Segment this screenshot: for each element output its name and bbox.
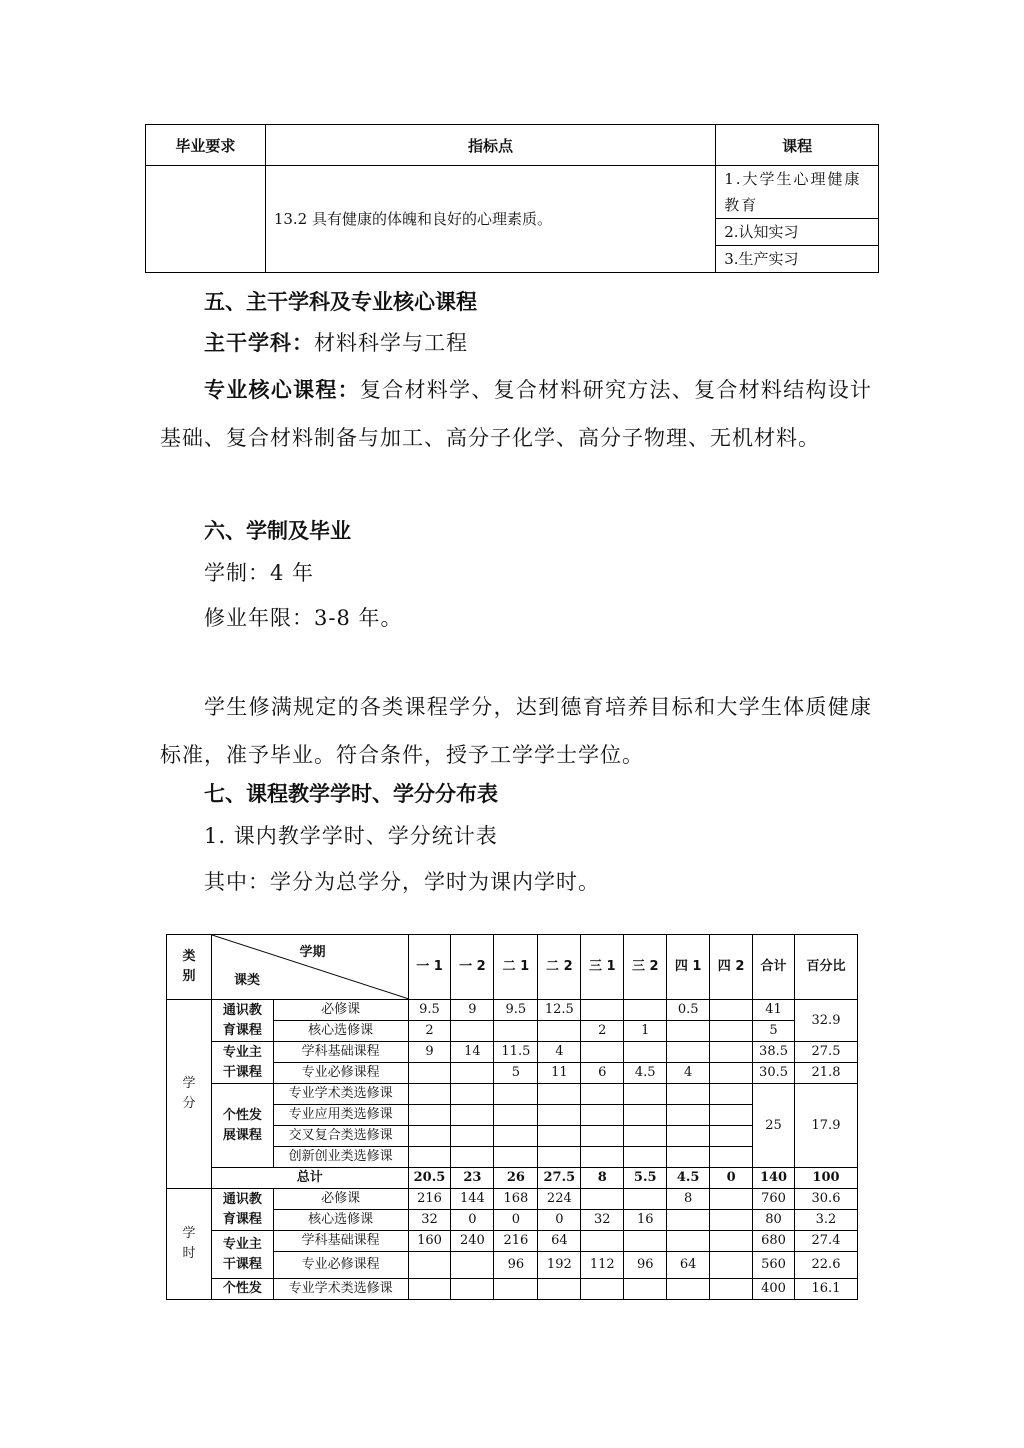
empty-requirement-cell <box>146 166 266 273</box>
header-course: 课程 <box>716 125 879 166</box>
section7-note: 其中：学分为总学分，学时为课内学时。 <box>204 870 600 894</box>
table-cell: 2 <box>408 1021 451 1042</box>
table-cell <box>581 1042 624 1063</box>
header-indicator: 指标点 <box>265 125 715 166</box>
type-innovation: 创新创业类选修课 <box>273 1147 408 1168</box>
table-cell <box>667 1231 710 1252</box>
table-cell: 4.5 <box>667 1168 710 1189</box>
table-cell <box>494 1021 538 1042</box>
table-cell <box>408 1252 451 1279</box>
header-category: 类别 <box>167 935 212 1000</box>
type-academic-hours: 专业学术类选修课 <box>273 1279 408 1300</box>
hour-category: 学时 <box>167 1189 212 1300</box>
table-cell <box>408 1147 451 1168</box>
total-row <box>167 1168 858 1189</box>
type-required: 必修课 <box>273 1000 408 1021</box>
table-cell: 21.8 <box>795 1063 858 1084</box>
requirement-table <box>145 124 879 273</box>
table-cell <box>710 1105 753 1126</box>
table-cell <box>451 1021 494 1042</box>
table-cell: 5.5 <box>624 1168 667 1189</box>
table-cell <box>624 1084 667 1105</box>
semester-1-2: 一 2 <box>451 935 494 1000</box>
group-major: 专业主干课程 <box>211 1042 273 1084</box>
table-cell <box>451 1252 494 1279</box>
header-semester: 学期 <box>299 945 326 960</box>
table-cell: 1 <box>624 1021 667 1042</box>
semester-2-2: 二 2 <box>538 935 581 1000</box>
table-cell: 216 <box>494 1231 538 1252</box>
table-cell <box>538 1021 581 1042</box>
table-cell <box>451 1147 494 1168</box>
table-cell: 64 <box>538 1231 581 1252</box>
section7-subtitle: 1. 课内教学学时、学分统计表 <box>204 824 498 848</box>
table-cell <box>710 1252 753 1279</box>
table-cell: 6 <box>581 1063 624 1084</box>
table-cell: 41 <box>753 1000 795 1021</box>
table-cell <box>538 1279 581 1300</box>
group-personal-hours: 个性发 <box>211 1279 273 1300</box>
table-cell <box>494 1147 538 1168</box>
table-cell <box>408 1105 451 1126</box>
table-cell <box>581 1279 624 1300</box>
table-row <box>167 1231 858 1252</box>
table-cell <box>624 1189 667 1210</box>
table-cell <box>710 1063 753 1084</box>
type-major-required: 专业必修课程 <box>273 1063 408 1084</box>
table-cell: 140 <box>753 1168 795 1189</box>
type-core-elective: 核心选修课 <box>273 1021 408 1042</box>
type-cross: 交叉复合类选修课 <box>273 1126 408 1147</box>
table-cell <box>710 1147 753 1168</box>
type-major-required-hours: 专业必修课程 <box>273 1252 408 1279</box>
table-cell: 224 <box>538 1189 581 1210</box>
type-applied: 专业应用类选修课 <box>273 1105 408 1126</box>
table-cell <box>538 1105 581 1126</box>
table-cell: 144 <box>451 1189 494 1210</box>
table-cell <box>581 1126 624 1147</box>
table-cell <box>408 1126 451 1147</box>
table-cell: 11.5 <box>494 1042 538 1063</box>
table-cell <box>538 1126 581 1147</box>
table-cell: 9.5 <box>408 1000 451 1021</box>
header-diagonal <box>211 935 408 1000</box>
table-cell: 8 <box>581 1168 624 1189</box>
main-discipline-label: 主干学科： <box>204 331 314 355</box>
core-courses <box>160 366 872 462</box>
table-cell: 9.5 <box>494 1000 538 1021</box>
table-cell: 32.9 <box>795 1000 858 1042</box>
table-cell: 8 <box>667 1189 710 1210</box>
table-cell <box>624 1042 667 1063</box>
course-1: 1.大学生心理健康教育 <box>716 166 879 219</box>
table-cell: 0 <box>538 1210 581 1231</box>
header-requirement: 毕业要求 <box>146 125 266 166</box>
table-cell <box>581 1105 624 1126</box>
table-cell <box>624 1000 667 1021</box>
course-3: 3.生产实习 <box>716 246 879 273</box>
table-cell: 0 <box>494 1210 538 1231</box>
table-cell <box>408 1063 451 1084</box>
table-cell: 11 <box>538 1063 581 1084</box>
table-cell <box>581 1189 624 1210</box>
table-cell: 0 <box>451 1210 494 1231</box>
table-cell: 112 <box>581 1252 624 1279</box>
table-cell <box>710 1189 753 1210</box>
table-cell <box>624 1105 667 1126</box>
table-cell: 100 <box>795 1168 858 1189</box>
table-cell <box>667 1279 710 1300</box>
table-cell <box>581 1147 624 1168</box>
table-cell: 14 <box>451 1042 494 1063</box>
table-cell <box>624 1279 667 1300</box>
course-2: 2.认知实习 <box>716 219 879 246</box>
table-cell: 22.6 <box>795 1252 858 1279</box>
table-cell: 17.9 <box>795 1084 858 1168</box>
table-cell <box>624 1147 667 1168</box>
table-cell <box>538 1084 581 1105</box>
table-cell: 27.5 <box>795 1042 858 1063</box>
table-cell: 32 <box>408 1210 451 1231</box>
table-cell: 160 <box>408 1231 451 1252</box>
table-cell <box>667 1021 710 1042</box>
table-cell <box>451 1279 494 1300</box>
table-cell: 96 <box>624 1252 667 1279</box>
table-cell <box>408 1279 451 1300</box>
table-cell <box>451 1084 494 1105</box>
semester-1-1: 一 1 <box>408 935 451 1000</box>
table-cell <box>667 1105 710 1126</box>
table-cell <box>581 1084 624 1105</box>
core-courses-value: 复合材料学、复合材料研究方法、复合材料结构设计基础、复合材料制备与加工、高分子化学、高分子物理、无机材料。 <box>160 378 873 450</box>
table-cell <box>710 1279 753 1300</box>
core-courses-label: 专业核心课程： <box>204 378 360 402</box>
study-years: 修业年限：3-8 年。 <box>204 606 403 630</box>
indicator-cell: 13.2 具有健康的体魄和良好的心理素质。 <box>265 166 715 273</box>
semester-3-1: 三 1 <box>581 935 624 1000</box>
table-cell <box>451 1063 494 1084</box>
table-cell: 26 <box>494 1168 538 1189</box>
table-cell: 32 <box>581 1210 624 1231</box>
study-duration: 学制：4 年 <box>204 561 315 585</box>
table-cell: 27.4 <box>795 1231 858 1252</box>
table-cell <box>667 1126 710 1147</box>
main-discipline-value: 材料科学与工程 <box>314 331 468 355</box>
table-cell <box>451 1126 494 1147</box>
table-cell <box>710 1042 753 1063</box>
graduation-text: 学生修满规定的各类课程学分，达到德育培养目标和大学生体质健康标准，准予毕业。符合条件，授予工学学士学位。 <box>160 695 872 767</box>
section7-title: 七、课程教学学时、学分分布表 <box>204 782 498 806</box>
table-cell <box>710 1021 753 1042</box>
table-cell <box>494 1084 538 1105</box>
credit-category: 学分 <box>167 1000 212 1189</box>
table-cell: 20.5 <box>408 1168 451 1189</box>
main-discipline <box>204 327 468 359</box>
type-academic: 专业学术类选修课 <box>273 1084 408 1105</box>
table-cell <box>581 1000 624 1021</box>
header-total: 合计 <box>753 935 795 1000</box>
table-cell <box>451 1105 494 1126</box>
table-cell: 38.5 <box>753 1042 795 1063</box>
header-percent: 百分比 <box>795 935 858 1000</box>
table-cell <box>624 1126 667 1147</box>
table-cell: 64 <box>667 1252 710 1279</box>
table-row <box>167 1000 858 1021</box>
table-cell: 240 <box>451 1231 494 1252</box>
table-cell <box>710 1231 753 1252</box>
table-cell: 4 <box>538 1042 581 1063</box>
table-cell <box>667 1084 710 1105</box>
table-row <box>167 1279 858 1300</box>
table-cell: 560 <box>753 1252 795 1279</box>
table-cell: 216 <box>408 1189 451 1210</box>
header-coursetype: 课类 <box>233 973 260 988</box>
type-basic: 学科基础课程 <box>273 1042 408 1063</box>
table-cell: 400 <box>753 1279 795 1300</box>
group-major-hours: 专业主干课程 <box>211 1231 273 1279</box>
table-cell <box>667 1042 710 1063</box>
section5-title: 五、主干学科及专业核心课程 <box>204 290 477 314</box>
group-general-hours: 通识教育课程 <box>211 1189 273 1231</box>
table-cell: 30.6 <box>795 1189 858 1210</box>
table-cell <box>494 1105 538 1126</box>
table-cell: 23 <box>451 1168 494 1189</box>
total-label: 总计 <box>211 1168 408 1189</box>
table-cell <box>494 1126 538 1147</box>
table-cell: 9 <box>408 1042 451 1063</box>
credit-hour-table <box>166 934 858 1300</box>
table-cell: 2 <box>581 1021 624 1042</box>
table-cell <box>581 1231 624 1252</box>
table-cell <box>667 1210 710 1231</box>
semester-4-1: 四 1 <box>667 935 710 1000</box>
table-row <box>167 1189 858 1210</box>
table-cell: 5 <box>494 1063 538 1084</box>
table-cell <box>667 1147 710 1168</box>
table-row <box>167 1084 858 1105</box>
table-cell: 80 <box>753 1210 795 1231</box>
type-basic-hours: 学科基础课程 <box>273 1231 408 1252</box>
semester-2-1: 二 1 <box>494 935 538 1000</box>
table-cell <box>408 1084 451 1105</box>
table-cell <box>710 1126 753 1147</box>
table-cell <box>710 1000 753 1021</box>
table-row <box>167 1042 858 1063</box>
section6-title: 六、学制及毕业 <box>204 519 351 543</box>
table-cell: 5 <box>753 1021 795 1042</box>
table-cell: 192 <box>538 1252 581 1279</box>
table-cell: 680 <box>753 1231 795 1252</box>
table-cell <box>538 1147 581 1168</box>
table-cell: 3.2 <box>795 1210 858 1231</box>
table-cell <box>494 1279 538 1300</box>
table-cell <box>710 1084 753 1105</box>
table-cell: 9 <box>451 1000 494 1021</box>
table-cell: 27.5 <box>538 1168 581 1189</box>
type-core-elective-hours: 核心选修课 <box>273 1210 408 1231</box>
table-cell: 0 <box>710 1168 753 1189</box>
semester-3-2: 三 2 <box>624 935 667 1000</box>
table-cell <box>710 1210 753 1231</box>
table-cell: 0.5 <box>667 1000 710 1021</box>
table-cell: 168 <box>494 1189 538 1210</box>
table-cell: 30.5 <box>753 1063 795 1084</box>
table-cell: 16 <box>624 1210 667 1231</box>
table-cell: 96 <box>494 1252 538 1279</box>
table-cell: 12.5 <box>538 1000 581 1021</box>
table-cell: 4.5 <box>624 1063 667 1084</box>
table-cell: 760 <box>753 1189 795 1210</box>
type-required-hours: 必修课 <box>273 1189 408 1210</box>
table-cell: 16.1 <box>795 1279 858 1300</box>
table-cell: 4 <box>667 1063 710 1084</box>
group-general: 通识教育课程 <box>211 1000 273 1042</box>
table-cell: 25 <box>753 1084 795 1168</box>
table-cell <box>624 1231 667 1252</box>
semester-4-2: 四 2 <box>710 935 753 1000</box>
group-personal: 个性发展课程 <box>211 1084 273 1168</box>
